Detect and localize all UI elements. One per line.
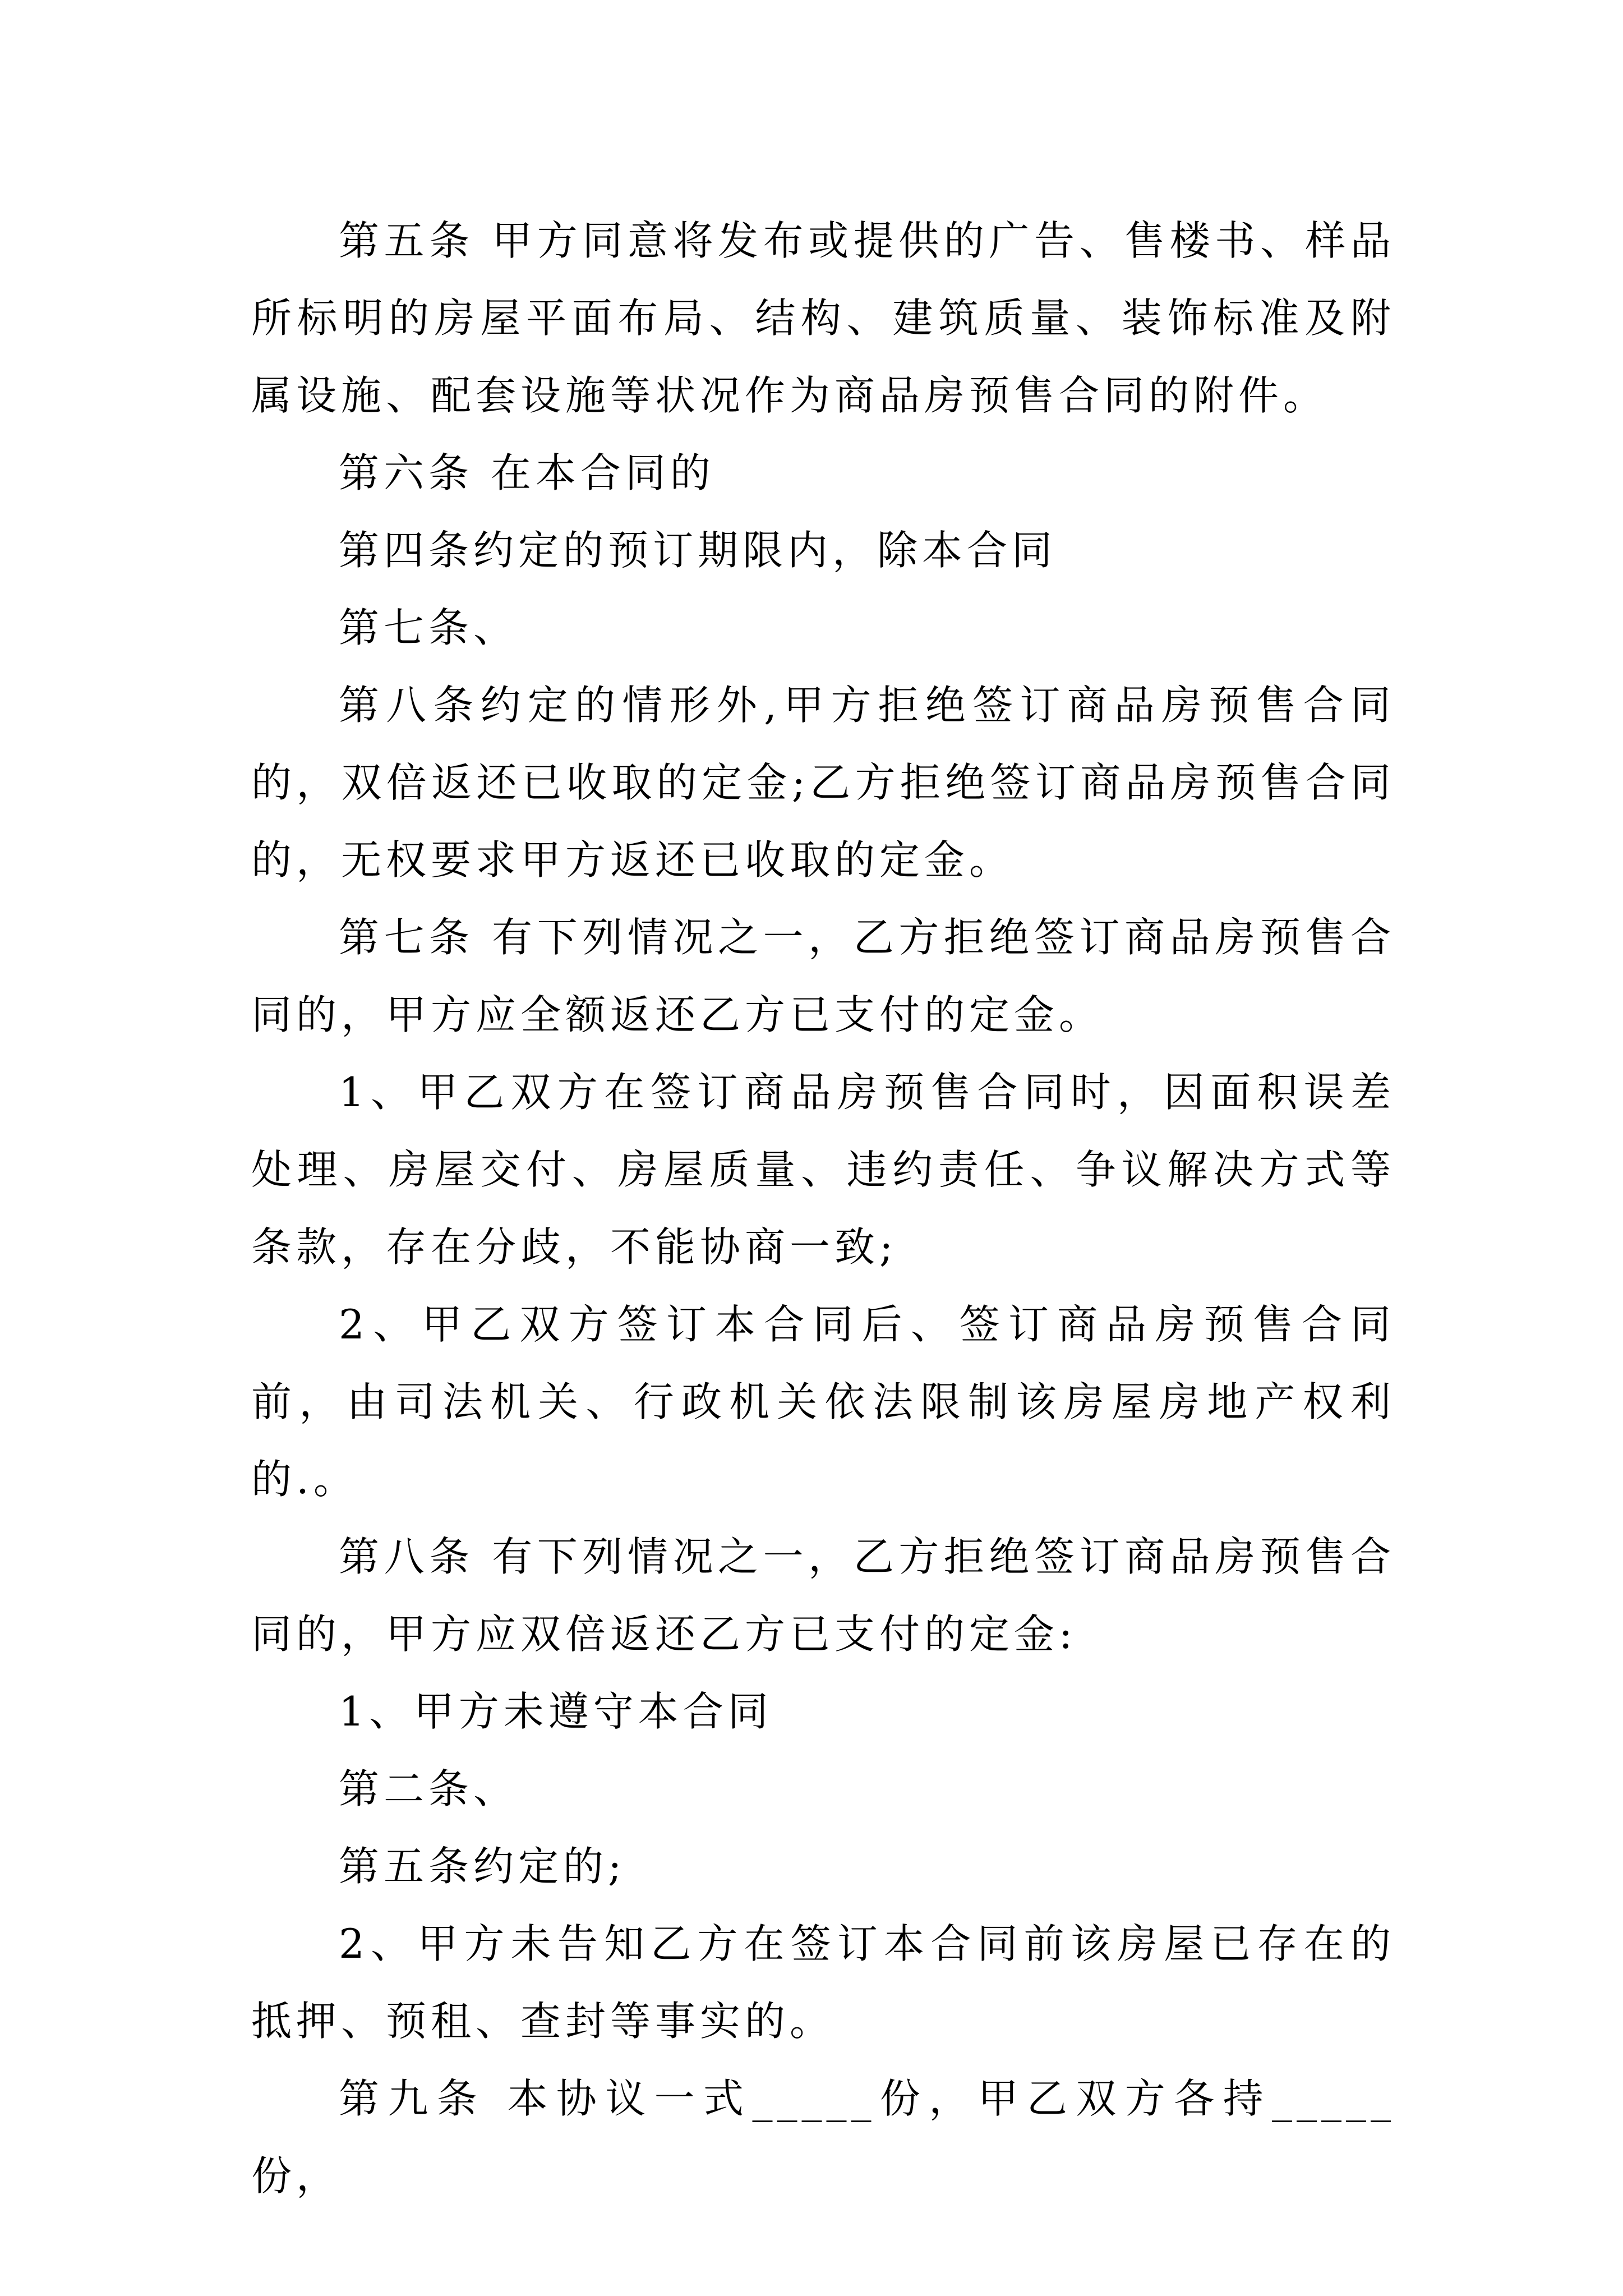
paragraph-article-7-ref: 第七条、 (339, 604, 519, 651)
paragraph-article-4-ref: 第四条约定的预订期限内，除本合同 (339, 527, 1057, 574)
paragraph-article-5: 第五条 甲方同意将发布或提供的广告、售楼书、样品所标明的房屋平面布局、结构、建筑质量、装饰标准及附属设施、配套设施等状况作为商品房预售合同的附件。 (251, 217, 1395, 419)
paragraph-article-9: 第九条 本协议一式_____份，甲乙双方各持_____份， (251, 2075, 1395, 2200)
paragraph-article-8: 第八条 有下列情况之一，乙方拒绝签订商品房预售合同的，甲方应双倍返还乙方已支付的定金: (251, 1533, 1395, 1658)
paragraph-article-6: 第六条 在本合同的 (339, 449, 715, 496)
paragraph-article-8-item-1: 1、甲方未遵守本合同 (339, 1688, 773, 1735)
paragraph-article-7-item-1: 1、甲乙双方在签订商品房预售合同时，因面积误差处理、房屋交付、房屋质量、违约责任、争议解决方式等条款，存在分歧，不能协商一致; (251, 1069, 1395, 1271)
paragraph-article-7: 第七条 有下列情况之一，乙方拒绝签订商品房预售合同的，甲方应全额返还乙方已支付的定金。 (251, 914, 1395, 1038)
paragraph-article-5-ref: 第五条约定的; (339, 1843, 626, 1890)
paragraph-article-8-item-2: 2、甲方未告知乙方在签订本合同前该房屋已存在的抵押、预租、查封等事实的。 (251, 1920, 1395, 2045)
paragraph-article-7-item-2: 2、甲乙双方签订本合同后、签订商品房预售合同前，由司法机关、行政机关依法限制该房屋房地产权利的.。 (251, 1301, 1395, 1503)
paragraph-article-2-ref: 第二条、 (339, 1765, 519, 1812)
paragraph-article-8-ref: 第八条约定的情形外,甲方拒绝签订商品房预售合同的，双倍返还已收取的定金;乙方拒绝签订商品房预售合同的，无权要求甲方返还已收取的定金。 (251, 682, 1395, 884)
document-body (251, 202, 1395, 2215)
